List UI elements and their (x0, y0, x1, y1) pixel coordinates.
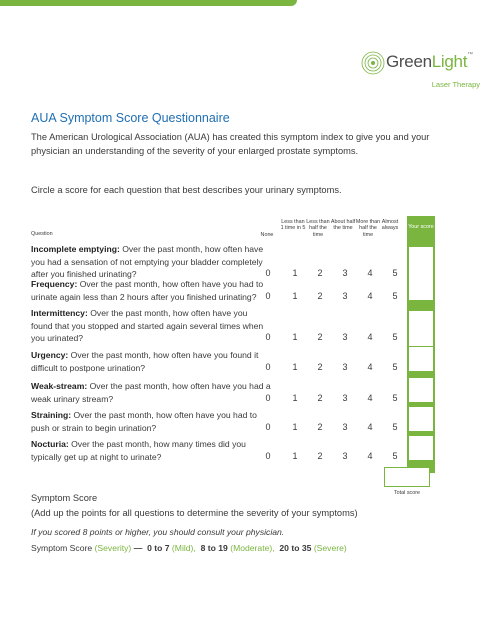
question-lead: Frequency: (31, 279, 78, 289)
column-header-5: Almost always (381, 218, 399, 231)
your-score-cell[interactable] (409, 407, 433, 431)
your-score-cell[interactable] (409, 436, 433, 460)
score-option[interactable]: 0 (265, 290, 271, 301)
moderate-label: (Moderate), (230, 543, 275, 553)
symptom-score-title: Symptom Score (31, 493, 98, 503)
column-header-1: Less than 1 time in 5 (280, 218, 306, 231)
question-1 (31, 278, 271, 303)
score-option[interactable]: 1 (292, 332, 298, 342)
score-option[interactable]: 2 (317, 450, 323, 461)
severe-label: (Severe) (313, 543, 347, 553)
instructions: Circle a score for each question that best describes your urinary symptoms. (31, 185, 342, 195)
score-option[interactable]: 1 (292, 361, 298, 372)
score-option[interactable]: 4 (367, 450, 373, 461)
score-option[interactable]: 4 (367, 290, 373, 301)
question-header: Question (31, 231, 53, 237)
question-body: Over the past month, how often have you had a weak urinary stream? (31, 381, 271, 404)
column-header-3: About half the time (330, 218, 356, 231)
total-score-label: Total score (393, 490, 421, 496)
score-option[interactable]: 5 (392, 268, 398, 278)
score-option[interactable]: 3 (342, 361, 348, 372)
score-option[interactable]: 5 (392, 290, 398, 301)
score-option[interactable]: 4 (367, 268, 373, 278)
score-option[interactable]: 0 (265, 421, 271, 432)
logo-subtitle: Laser Therapy (431, 80, 480, 89)
score-option[interactable]: 5 (392, 361, 398, 372)
column-header-4: More than half the time (355, 218, 381, 238)
score-option[interactable]: 4 (367, 332, 373, 342)
question-lead: Incomplete emptying: (31, 244, 120, 254)
top-accent-bar (0, 0, 297, 6)
your-score-cell[interactable] (409, 311, 433, 346)
severity-dash: — (133, 543, 143, 553)
your-score-header: Your score (408, 224, 434, 230)
your-score-cell[interactable] (409, 378, 433, 402)
question-2 (31, 307, 271, 345)
question-5 (31, 409, 271, 434)
score-option[interactable]: 0 (265, 392, 271, 403)
question-4 (31, 380, 271, 405)
question-lead: Straining: (31, 410, 72, 420)
score-option[interactable]: 0 (265, 450, 271, 461)
mild-range: 0 to 7 (147, 543, 170, 553)
question-body: Over the past month, how often have you had to urinate again less than 2 hours after you finished urinating? (31, 279, 264, 302)
column-header-0: None (260, 231, 274, 238)
score-option[interactable]: 0 (265, 268, 271, 278)
score-option[interactable]: 3 (342, 268, 348, 278)
greenlight-logo (360, 50, 482, 78)
score-option[interactable]: 2 (317, 332, 323, 342)
question-lead: Nocturia: (31, 439, 69, 449)
total-score-input[interactable] (384, 467, 430, 487)
question-body: Over the past month, how often have you had a sensation of not emptying your bladder completely after you finished urinating? (31, 244, 264, 279)
severity-label: Symptom Score (31, 543, 93, 553)
severe-range: 20 to 35 (279, 543, 312, 553)
score-option[interactable]: 4 (367, 392, 373, 403)
score-option[interactable]: 2 (317, 421, 323, 432)
score-option[interactable]: 3 (342, 450, 348, 461)
score-option[interactable]: 2 (317, 392, 323, 403)
question-body: Over the past month, how often have you found it difficult to postpone urination? (31, 350, 259, 373)
score-option[interactable]: 5 (392, 450, 398, 461)
question-lead: Intermittency: (31, 308, 88, 318)
question-body: Over the past month, how many times did you typically get up at night to urinate? (31, 439, 246, 462)
page-title: AUA Symptom Score Questionnaire (31, 111, 230, 125)
severity-scale (31, 543, 347, 553)
score-option[interactable]: 5 (392, 332, 398, 342)
score-option[interactable]: 1 (292, 392, 298, 403)
intro-paragraph: The American Urological Association (AUA) has created this symptom index to give you and your physician an understanding of the severity of your enlarged prostate symptoms. (31, 132, 430, 156)
score-option[interactable]: 3 (342, 421, 348, 432)
score-option[interactable]: 1 (292, 450, 298, 461)
question-body: Over the past month, how often have you had to push or strain to begin urination? (31, 410, 257, 433)
score-option[interactable]: 2 (317, 268, 323, 278)
mild-label: (Mild), (171, 543, 196, 553)
question-6 (31, 438, 271, 463)
question-3 (31, 349, 271, 374)
score-option[interactable]: 1 (292, 268, 298, 278)
question-0 (31, 243, 271, 281)
score-option[interactable]: 5 (392, 392, 398, 403)
your-score-cell[interactable] (409, 347, 433, 371)
symptom-score-description: (Add up the points for all questions to determine the severity of your symptoms) (31, 508, 358, 518)
your-score-cell[interactable] (409, 276, 433, 300)
score-option[interactable]: 0 (265, 332, 271, 342)
question-lead: Weak-stream: (31, 381, 88, 391)
advice-note: If you scored 8 points or higher, you should consult your physician. (31, 527, 285, 537)
question-lead: Urgency: (31, 350, 69, 360)
score-option[interactable]: 3 (342, 332, 348, 342)
score-option[interactable]: 0 (265, 361, 271, 372)
column-header-2: Less than half the time (306, 218, 330, 238)
score-option[interactable]: 2 (317, 361, 323, 372)
question-body: Over the past month, how often have you found that you stopped and started again several times when you urinated? (31, 308, 264, 343)
score-option[interactable]: 3 (342, 392, 348, 403)
leaf-logo-icon (360, 50, 386, 76)
score-option[interactable]: 5 (392, 421, 398, 432)
score-option[interactable]: 2 (317, 290, 323, 301)
severity-paren: (Severity) (94, 543, 132, 553)
score-option[interactable]: 4 (367, 361, 373, 372)
score-option[interactable]: 3 (342, 290, 348, 301)
score-option[interactable]: 1 (292, 421, 298, 432)
moderate-range: 8 to 19 (200, 543, 228, 553)
score-option[interactable]: 4 (367, 421, 373, 432)
score-option[interactable]: 1 (292, 290, 298, 301)
logo-wordmark: GreenLight™ (386, 52, 473, 71)
